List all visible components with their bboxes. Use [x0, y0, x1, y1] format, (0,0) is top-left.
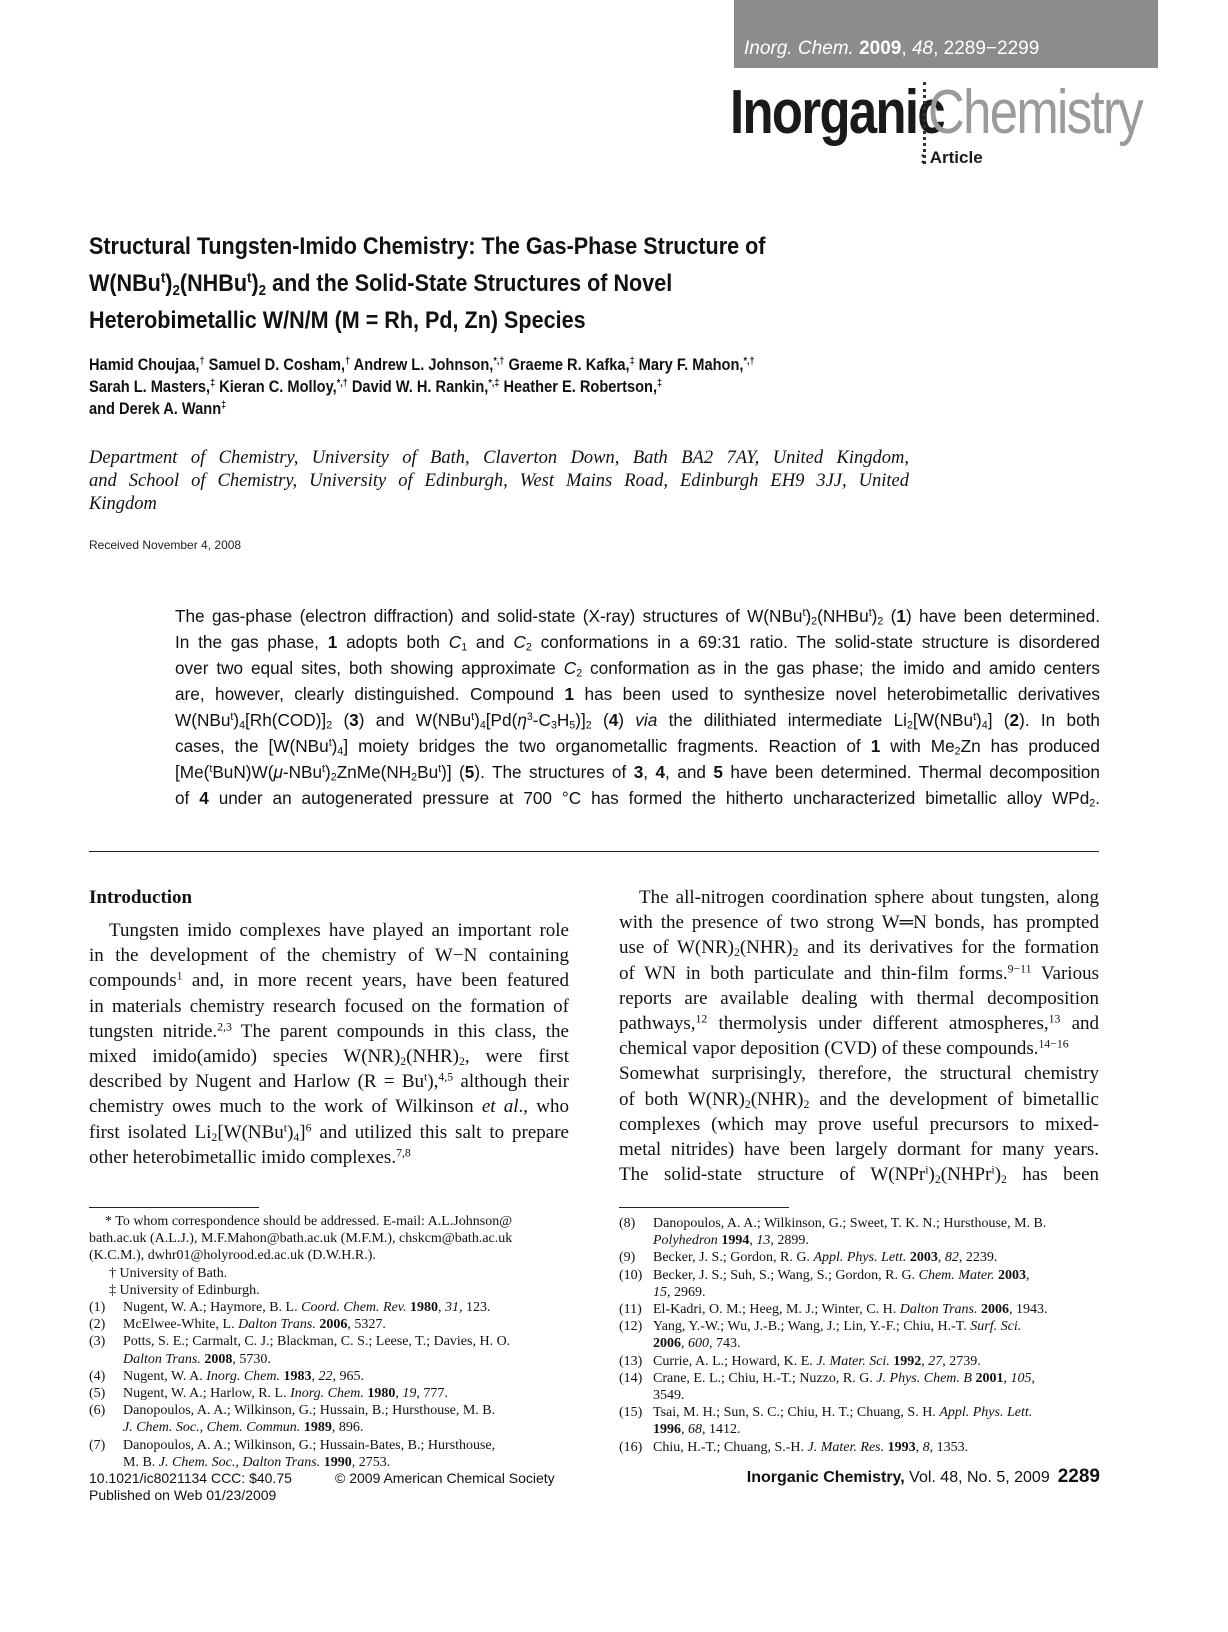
reference-item: (7) Danopoulos, A. A.; Wilkinson, G.; Hussain-Bates, B.; Hursthouse, M. B. J. Chem. Soc., Dalton Trans. 1990, 2753. — [89, 1437, 496, 1470]
abstract: The gas-phase (electron diffraction) and solid-state (X-ray) structures of $W(NBu^t)_2(NHBu^t)_2$ (1) have been determined. In the gas phase, 1 adopts both $C_1$ and $C_2$ conformations in a 69:31 ratio. The solid-state structure is disordered over two equal sites, both showing approximate $C_2$ conformation as in the gas phase; the imido and amido centers are, however, clearly distinguished. Compound 1 has been used to synthesize novel heterobimetallic derivatives $W(NBu^t)_4[Rh(COD)]_2$ (3) and $W(NBu^t)_4[Pd(\eta^3-C_3H_5)]_2$ (4) via the dilithiated intermediate $Li_2[W(NBu^t)_4]$ (2). In both cases, the $[W(NBu^t)_4]$ moiety bridges the two organometallic fragments. Reaction of 1 with $Me_2Zn$ has produced $[Me(^tBuN)W(\mu-NBu^t)_2ZnMe(NH_2Bu^t)]$ (5). The structures of 3, 4, and 5 have been determined. Thermal decomposition of 4 under an autogenerated pressure at 700 °C has formed the hitherto uncharacterized bimetallic alloy WPd$_2$. — [175, 606, 1101, 810]
footnotes-left: * To whom correspondence should be addressed. E-mail: A.L.Johnson@ bath.ac.uk (A.L.J.), M.F.Mahon@bath.ac.uk (M.F.M.), chskcm@bath.ac.uk (K.C.M.), dwhr01@holyrood.ed.ac.uk (D.W.H.R.). † University of Bath. ‡ University of Edinburgh. (1) Nugent, W. A.; Haymore, B. L. Coord. Chem. Rev. 1980, 31, 123. (2) McElwee-White, L. Dalton Trans. 2006, 5327. (3) Potts, S. E.; Carmalt, C. J.; Blackman, C. S.; Leese, T.; Davies, H. O. Dalton Trans. 2008, 5730. (4) Nugent, W. A. Inorg. Chem. 1983, 22, 965. (5) Nugent, W. A.; Harlow, R. L. Inorg. Chem. 1980, 19, 777. (6) Danopoulos, A. A.; Wilkinson, G.; Hussain, B.; Hursthouse, M. B. J. Chem. Soc., Chem. Commun. 1989, 896. (7) Danopoulos, A. A.; Wilkinson, G.; Hussain-Bates, B.; Hursthouse, M. B. J. Chem. Soc., Dalton Trans. 1990, 2753. — [89, 1213, 569, 1471]
author-list: Hamid Choujaa,† Samuel D. Cosham,† Andrew L. Johnson,*,† Graeme R. Kafka,‡ Mary F. Mahon,*,† Sarah L. Masters,‡ Kieran C. Molloy,*,† David W. H. Rankin,*,‡ Heather E. Robertson,‡ and Derek A. Wann‡ — [89, 355, 755, 418]
reference-item: (15) Tsai, M. H.; Sun, S. C.; Chiu, H. T.; Chuang, S. H. Appl. Phys. Lett. 1996, 68, 1412. — [619, 1405, 1033, 1438]
reference-item: (4) Nugent, W. A. Inorg. Chem. 1983, 22, 965. — [89, 1368, 364, 1384]
reference-item: (16) Chiu, H.-T.; Chuang, S.-H. J. Mater. Res. 1993, 8, 1353. — [619, 1439, 969, 1455]
journal-footer: Inorganic Chemistry, Vol. 48, No. 5, 2009 2289 — [746, 1466, 1100, 1487]
published-date: Published on Web 01/23/2009 — [89, 1487, 277, 1503]
journal-logo — [730, 78, 1143, 168]
footnote-rule-left — [89, 1207, 259, 1208]
reference-item: (9) Becker, J. S.; Gordon, R. G. Appl. Phys. Lett. 2003, 82, 2239. — [619, 1250, 998, 1266]
paper-title: Structural Tungsten-Imido Chemistry: The Gas-Phase Structure of $W(NBu^t)_2(NHBu^t)_2$ and the Solid-State Structures of Novel Heterobimetallic W/N/M (M = Rh, Pd, Zn) Species — [89, 233, 766, 334]
article-label: : Article — [920, 148, 983, 167]
reference-item: (13) Currie, A. L.; Howard, K. E. J. Mater. Sci. 1992, 27, 2739. — [619, 1353, 981, 1369]
section-heading-introduction: Introduction — [89, 887, 193, 908]
footnote-rule-right — [619, 1207, 789, 1208]
affiliation: Department of Chemistry, University of Bath, Claverton Down, Bath BA2 7AY, United Kingdom, and School of Chemistry, University of Edinburgh, West Mains Road, Edinburgh EH9 3JJ, United Kingdom — [89, 448, 909, 514]
reference-item: (10) Becker, J. S.; Suh, S.; Wang, S.; Gordon, R. G. Chem. Mater. 2003, 15, 2969. — [619, 1267, 1030, 1300]
intro-left-column: Introduction Tungsten imido complexes have played an important role in the development of the chemistry of W−N containing compounds$^1$ and, in more recent years, have been featured in materials chemistry research focused on the formation of tungsten nitride.$^{2,3}$ The parent compounds in this class, the mixed imido(amido) species $W(NR)_2(NHR)_2$, were first described by Nugent and Harlow $(R = Bu^t),^{4,5}$ although their chemistry owes much to the work of Wilkinson et al., who first isolated $Li_2[W(NBu^t)_4]^6$ and utilized this salt to prepare other heterobimetallic imido complexes.$^{7,8}$ — [89, 887, 569, 1168]
section-divider — [89, 851, 1099, 852]
reference-item: (11) El-Kadri, O. M.; Heeg, M. J.; Winter, C. H. Dalton Trans. 2006, 1943. — [619, 1302, 1048, 1318]
reference-item: (8) Danopoulos, A. A.; Wilkinson, G.; Sweet, T. K. N.; Hursthouse, M. B. Polyhedron 1994, 13, 2899. — [619, 1216, 1047, 1249]
reference-item: (6) Danopoulos, A. A.; Wilkinson, G.; Hussain, B.; Hursthouse, M. B. J. Chem. Soc., Chem. Commun. 1989, 896. — [89, 1403, 496, 1436]
page-number: 2289 — [1057, 1466, 1100, 1487]
intro-right-column: The all-nitrogen coordination sphere about tungsten, along with the presence of two strong W═N bonds, has prompted use of $W(NR)_2(NHR)_2$ and its derivatives for the formation of WN in both particulate and thin-film forms.$^{9-11}$ Various reports are available dealing with thermal decomposition pathways,$^{12}$ thermolysis under different atmospheres,$^{13}$ and chemical vapor deposition (CVD) of these compounds.$^{14-16}$ Somewhat surprisingly, therefore, the structural chemistry of both $W(NR)_2(NHR)_2$ and the development of bimetallic complexes (which may prove useful precursors to mixed- metal nitrides) have been largely dormant for many years. The solid-state structure of $W(NPr^i)_2(NHPr^i)_2$ has been — [619, 887, 1100, 1187]
journal-citation: Inorg. Chem. 2009, 48, 2289−2299 — [744, 38, 1040, 59]
footnotes-right — [619, 1215, 1099, 1456]
reference-item: (14) Crane, E. L.; Chiu, H.-T.; Nuzzo, R. G. J. Phys. Chem. B 2001, 105, 3549. — [619, 1370, 1035, 1404]
reference-item: (2) McElwee-White, L. Dalton Trans. 2006, 5327. — [89, 1317, 386, 1333]
reference-item: (1) Nugent, W. A.; Haymore, B. L. Coord. Chem. Rev. 1980, 31, 123. — [89, 1300, 491, 1316]
copyright: © 2009 American Chemical Society — [335, 1470, 555, 1486]
reference-item: (3) Potts, S. E.; Carmalt, C. J.; Blackman, C. S.; Leese, T.; Davies, H. O. Dalton Trans. 2008, 5730. — [89, 1334, 511, 1367]
doi: 10.1021/ic8021134 CCC: $40.75 — [89, 1470, 292, 1486]
reference-item: (12) Yang, Y.-W.; Wu, J.-B.; Wang, J.; Lin, Y.-F.; Chiu, H.-T. Surf. Sci. 2006, 600, 743. — [619, 1319, 1022, 1352]
logo-inorganic: Inorganic — [730, 78, 945, 147]
logo-chemistry: Chemistry — [928, 78, 1143, 147]
received-date: Received November 4, 2008 — [89, 538, 242, 552]
reference-item: (5) Nugent, W. A.; Harlow, R. L. Inorg. Chem. 1980, 19, 777. — [89, 1386, 448, 1402]
